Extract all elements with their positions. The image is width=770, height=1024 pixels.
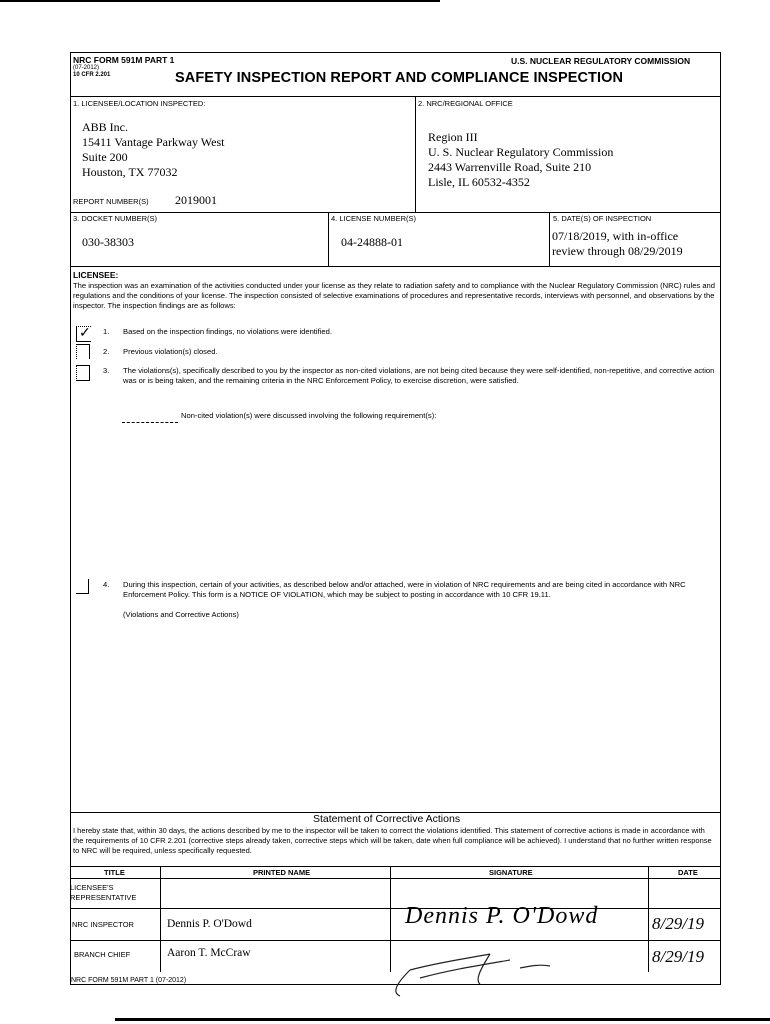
inspection-date-line1: 07/18/2019, with in-office [552, 229, 679, 243]
col-title-header: TITLE [104, 868, 125, 877]
col-signature-header: SIGNATURE [489, 868, 533, 877]
branch-chief-signature [380, 940, 570, 1000]
row-title-inspector: NRC INSPECTOR [72, 920, 134, 929]
checkbox-item-2[interactable] [76, 344, 90, 359]
rule-col-3 [648, 866, 649, 972]
item-1-number: 1. [103, 327, 110, 336]
licensee-line: Suite 200 [82, 150, 128, 164]
office-line: U. S. Nuclear Regulatory Commission [428, 145, 614, 159]
item-2-text: Previous violation(s) closed. [123, 347, 218, 356]
checkbox-item-4[interactable] [76, 579, 89, 594]
rule-row2-bottom [70, 266, 721, 267]
rule-table-top [70, 866, 721, 867]
item-3-number: 3. [103, 366, 110, 375]
regional-office-label: 2. NRC/REGIONAL OFFICE [418, 99, 513, 108]
violations-label: (Violations and Corrective Actions) [123, 610, 239, 619]
rule-row1-top [70, 96, 721, 97]
report-number-label: REPORT NUMBER(S) [73, 197, 149, 206]
non-cited-text: Non-cited violation(s) were discussed involving the following requirement(s): [181, 411, 437, 420]
rule-table-head [70, 878, 721, 879]
item-4-text: During this inspection, certain of your activities, as described below and/or attached, were in violation of NRC requirements and are being cited in accordance with NRC Enforcement Policy. This form is a NOTICE OF VIOLATION, which may be subject to posting in accordance with 10 CFR 19.11. [123, 580, 686, 599]
form-title: SAFETY INSPECTION REPORT AND COMPLIANCE INSPECTION [175, 70, 624, 86]
license-value: 04-24888-01 [341, 235, 403, 249]
item-2-number: 2. [103, 347, 110, 356]
col-date-header: DATE [678, 868, 698, 877]
item-1-text: Based on the inspection findings, no violations were identified. [123, 327, 332, 336]
branch-chief-name: Aaron T. McCraw [167, 947, 251, 959]
licensee-heading: LICENSEE: [73, 270, 119, 280]
non-cited-blank [122, 422, 178, 423]
inspection-intro: The inspection was an examination of the activities conducted under your license as they relate to radiation safety and to compliance with the Nuclear Regulatory Commission (NRC) rules and regulations and the conditions of your license. The inspection consisted of selective examinations of procedures and representative records, interviews with personnel, and observations by the inspector. The inspection findings are as follows: [73, 281, 715, 310]
office-line: 2443 Warrenville Road, Suite 210 [428, 160, 592, 174]
scan-line-bottom [115, 1018, 770, 1021]
agency-name: U.S. NUCLEAR REGULATORY COMMISSION [511, 56, 691, 66]
regional-office-address [428, 130, 613, 190]
row-title-branch-chief: BRANCH CHIEF [74, 950, 131, 959]
inspection-date-value [552, 229, 683, 259]
corrective-statement: I hereby state that, within 30 days, the actions described by me to the inspector will be taken to correct the violations identified. This statement of corrective actions is made in accordance with the requirements of 10 CFR 2.201 (corrective steps already taken, corrective steps which will be taken, date when full compliance will be achieved). I understand that no further written response to NRC will be required, unless specifically requested. [73, 826, 712, 855]
inspector-signature: Dennis P. O'Dowd [405, 903, 599, 929]
rule-col-1 [160, 866, 161, 972]
col-name-header: PRINTED NAME [253, 868, 311, 877]
rule-row2-a [328, 212, 329, 266]
inspection-date-line2: review through 08/29/2019 [552, 244, 683, 258]
rule-table-row1 [70, 908, 721, 909]
form-footer: NRC FORM 591M PART 1 (07-2012) [71, 977, 187, 984]
form-id: NRC FORM 591M PART 1 [73, 55, 175, 65]
licensee-address [82, 120, 224, 180]
checkbox-item-1[interactable] [76, 326, 91, 342]
office-line: Lisle, IL 60532-4352 [428, 175, 530, 189]
licensee-line: Houston, TX 77032 [82, 165, 178, 179]
row-title-licensee: LICENSEE'S REPRESENTATIVE [70, 883, 137, 902]
rule-row1-mid [415, 96, 416, 212]
inspection-date-label: 5. DATE(S) OF INSPECTION [553, 214, 652, 223]
branch-chief-date: 8/29/19 [652, 947, 704, 966]
rule-row1-bottom [70, 212, 721, 213]
inspector-name: Dennis P. O'Dowd [167, 918, 252, 930]
license-label: 4. LICENSE NUMBER(S) [331, 214, 417, 223]
office-line: Region III [428, 130, 478, 144]
licensee-location-label: 1. LICENSEE/LOCATION INSPECTED: [73, 99, 206, 108]
checkbox-item-3[interactable] [76, 365, 90, 381]
licensee-line: 15411 Vantage Parkway West [82, 135, 225, 149]
corrective-heading: Statement of Corrective Actions [313, 813, 461, 825]
licensee-line: ABB Inc. [82, 120, 128, 134]
item-3-text: The violations(s), specifically described to you by the inspector as non-cited violations, are not being cited because they were self-identified, non-repetitive, and corrective action was or is being taken, and the remaining criteria in the NRC Enforcement Policy, to exercise discretion, were satisfied. [123, 366, 715, 385]
item-4-number: 4. [103, 580, 110, 589]
inspector-date: 8/29/19 [652, 914, 704, 933]
cfr-ref: 10 CFR 2.201 [73, 72, 111, 78]
checkmark-icon: ✓ [79, 324, 91, 340]
report-number-value: 2019001 [175, 193, 217, 207]
rule-row2-b [549, 212, 550, 266]
scan-line-top [0, 0, 440, 2]
docket-label: 3. DOCKET NUMBER(S) [73, 214, 158, 223]
docket-value: 030-38303 [82, 235, 134, 249]
form-date: (07-2012) [73, 65, 100, 71]
